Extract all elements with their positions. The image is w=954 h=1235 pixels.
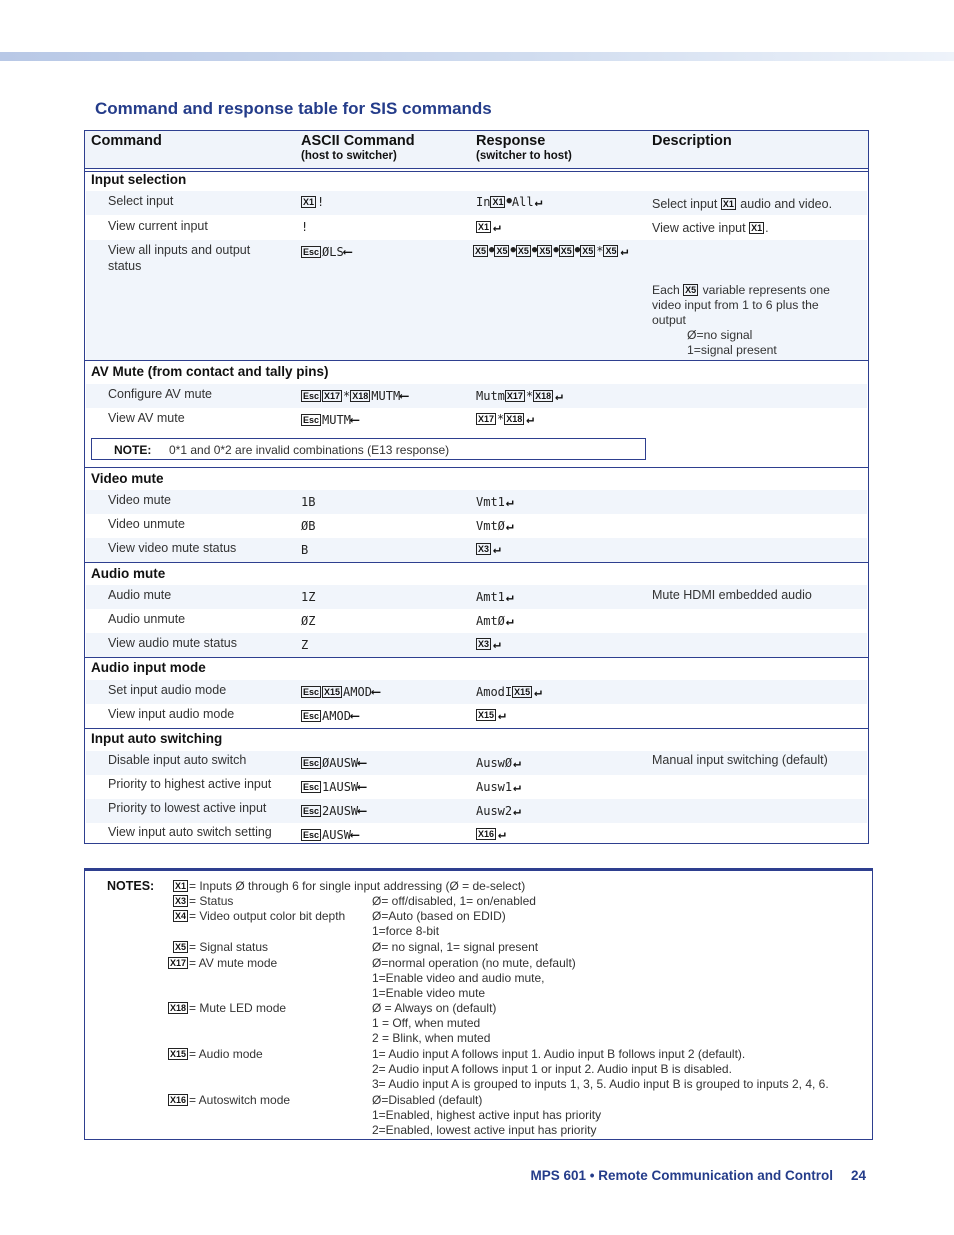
page-number: 24 [850,1168,866,1183]
row-select-input-description: Select input X1 audio and video. [652,197,833,211]
row-set-audio-mode-response: AmodI X15 ↵ [476,685,542,700]
return-icon: ↵ [505,519,514,534]
row-view-audio-mute-ascii: Z [301,638,309,652]
x3-tag: X3 [174,896,186,906]
return-icon: ↵ [513,756,521,771]
x17-tag: X17 [324,391,341,401]
x18-tag: X18 [506,414,523,424]
note-x15-value-0: 1= Audio input A follows input 1. Audio input B follows input 2 (default). [372,1047,746,1061]
row-select-input-ascii: X1 ! [303,195,325,209]
x18-tag: X18 [352,391,369,401]
header-ascii: ASCII Command [301,133,415,149]
space-dot: ● [510,245,516,255]
section-divider [85,562,868,563]
row-priority-lowest-ascii: Esc 2AUSW⟵ [303,804,366,819]
page-title: Command and response table for SIS commands [95,99,492,118]
row-view-all-inputs-description: Each X5 variable represents one video input from 1 to 6 plus the output Ø=no signal 1=signal present [652,283,830,357]
x18-tag: X18 [535,391,552,401]
x5-tag: X5 [174,942,186,952]
space-dot: ● [553,245,559,255]
row-view-audio-mode-response [476,708,506,723]
section-input-selection: Input selection [91,172,187,187]
return-icon: ↵ [534,195,543,210]
notes-title: NOTES: [107,879,155,893]
row-priority-lowest-command: Priority to lowest active input [108,801,267,815]
return-icon: ↵ [493,220,501,235]
row-video-unmute-response: VmtØ↵ [476,519,514,534]
note-x4-value-0: Ø=Auto (based on EDID) [372,909,506,923]
return-icon: ↵ [513,804,521,819]
row-configure-av-mute-ascii: Esc X17 * X18 MUTM⟵ [303,389,409,404]
left-arrow-icon: ⟵ [371,685,380,700]
x16-tag: X16 [478,829,495,839]
left-arrow-icon: ⟵ [350,828,359,843]
space-dot: ● [531,245,538,255]
note-x5-value: Ø= no signal, 1= signal present [372,940,539,954]
row-disable-auto-ascii: Esc ØAUSW⟵ [303,756,366,771]
note-x3: = Status [189,894,234,908]
note-x18-value-2: 2 = Blink, when muted [372,1031,491,1045]
x5-tag: X5 [496,246,508,256]
row-priority-lowest-response: Ausw2↵ [476,804,521,819]
row-video-unmute-command: Video unmute [108,517,185,531]
space-dot: ● [574,245,581,255]
x1-tag: X1 [751,223,763,233]
row-disable-auto-response: AuswØ↵ [476,756,521,771]
note-x15: = Audio mode [189,1047,263,1061]
note-x18-value-0: Ø = Always on (default) [372,1001,497,1015]
row-view-all-inputs-command: View all inputs and output status [108,243,251,273]
esc-key-tag: Esc [303,782,320,792]
note-x17-value-2: 1=Enable video mute [372,986,486,1000]
row-priority-highest-ascii: Esc 1AUSW⟵ [303,780,366,795]
row-view-av-mute-ascii: Esc MUTM⟵ [303,413,359,428]
x5-tag: X5 [475,246,487,256]
row-view-av-mute-command: View AV mute [108,411,185,425]
row-view-current-input-command: View current input [108,219,208,233]
x5-tag: X5 [517,246,529,256]
esc-key-tag: Esc [303,830,320,840]
x5-tag: X5 [539,246,551,256]
row-audio-mute-response: Amt1↵ [476,590,514,605]
x3-tag: X3 [478,544,490,554]
x15-tag: X15 [324,687,341,697]
row-view-auto-ascii: Esc AUSW⟵ [303,828,359,843]
note-x18-value-1: 1 = Off, when muted [372,1016,481,1030]
header-description: Description [652,133,732,149]
header-ascii-sub: (host to switcher) [301,150,397,162]
return-icon: ↵ [493,637,501,652]
row-audio-mute-ascii: 1Z [301,590,316,604]
note-x1: = Inputs Ø through 6 for single input addressing (Ø = de-select) [189,879,526,893]
x1-tag: X1 [174,881,186,891]
return-icon: ↵ [505,590,514,605]
return-icon: ↵ [620,244,629,259]
note-x15-value-2: 3= Audio input A is grouped to inputs 1, 3, 5. Audio input B is grouped to inputs 2, 4, 6. [372,1077,829,1091]
note-x16-value-2: 2=Enabled, lowest active input has priority [372,1123,597,1137]
note-x16-value-1: 1=Enabled, highest active input has priority [372,1108,602,1122]
left-arrow-icon: ⟵ [343,245,352,260]
esc-key-tag: Esc [303,247,320,257]
row-configure-av-mute-response: Mutm X17 * X18 ↵ [476,389,563,404]
section-av-mute: AV Mute (from contact and tally pins) [91,364,329,379]
x15-tag: X15 [169,1049,186,1059]
return-icon: ↵ [505,495,514,510]
note-x5: = Signal status [189,940,269,954]
section-input-auto-switching: Input auto switching [91,731,223,746]
row-view-auto-command: View input auto switch setting [108,825,272,839]
note-x4: = Video output color bit depth [189,909,346,923]
x5-tag: X5 [605,246,617,256]
row-audio-unmute-ascii: ØZ [301,614,316,628]
x15-tag: X15 [478,710,495,720]
note-x3-value: Ø= off/disabled, 1= on/enabled [372,894,536,908]
note-x17: = AV mute mode [189,956,278,970]
row-audio-mute-description: Mute HDMI embedded audio [652,588,812,602]
row-view-all-inputs-response: X5 ● X5 ● X5 ● X5 ● X5 ● X5 * X5 ↵ [475,244,629,259]
row-view-audio-mode-ascii: Esc AMOD⟵ [303,709,359,724]
space-dot: ● [489,245,495,255]
row-audio-unmute-response: AmtØ↵ [476,614,514,629]
x3-tag: X3 [478,639,490,649]
row-view-audio-mute-response [476,637,501,652]
page-footer [530,1168,866,1183]
left-arrow-icon: ⟵ [350,709,359,724]
row-select-input-command: Select input [108,194,174,208]
row-view-auto-response [476,827,506,842]
row-video-mute-ascii: 1B [301,495,316,509]
row-view-av-mute-response: X17 * X18 ↵ [478,412,535,427]
x16-tag: X16 [169,1095,186,1105]
note-x15-value-1: 2= Audio input A follows input 1 or input 2. Audio input B is disabled. [372,1062,732,1076]
row-audio-mute-command: Audio mute [108,588,172,602]
left-arrow-icon: ⟵ [350,413,359,428]
section-audio-input-mode: Audio input mode [91,660,206,675]
section-divider [85,171,868,172]
row-priority-highest-command: Priority to highest active input [108,777,272,791]
row-video-mute-response: Vmt1↵ [476,495,514,510]
row-disable-auto-command: Disable input auto switch [108,753,247,767]
section-video-mute: Video mute [91,471,164,486]
x17-tag: X17 [478,414,495,424]
sis-command-table [84,130,869,844]
x17-tag: X17 [506,391,523,401]
left-arrow-icon: ⟵ [358,756,366,771]
note-x17-value-1: 1=Enable video and audio mute, [372,971,545,985]
esc-key-tag: Esc [303,758,320,768]
note-x18: = Mute LED mode [189,1001,287,1015]
note-x4-value-1: 1=force 8-bit [372,924,440,938]
row-select-input-response: In X1 ●All↵ [476,195,543,210]
x5-tag: X5 [582,246,594,256]
row-view-audio-mode-command: View input audio mode [108,707,235,721]
row-view-video-mute-ascii: B [301,543,309,557]
row-view-video-mute-response [476,542,501,557]
x4-tag: X4 [174,911,186,921]
row-video-mute-command: Video mute [108,493,172,507]
x5-tag: X5 [685,285,697,295]
row-configure-av-mute-command: Configure AV mute [108,387,212,401]
esc-key-tag: Esc [303,687,320,697]
row-view-audio-mute-command: View audio mute status [108,636,238,650]
row-set-audio-mode-ascii: Esc X15 AMOD⟵ [303,685,380,700]
table-header [85,131,868,169]
section-audio-mute: Audio mute [91,566,166,581]
x1-tag: X1 [722,199,734,209]
section-divider [85,360,868,361]
esc-key-tag: Esc [303,415,320,425]
row-audio-unmute-command: Audio unmute [108,612,186,626]
section-divider [85,467,868,468]
left-arrow-icon: ⟵ [400,389,409,404]
return-icon: ↵ [498,708,506,723]
footer-doc-title: MPS 601 • Remote Communication and Control [530,1168,833,1183]
return-icon: ↵ [505,614,514,629]
note-x16: = Autoswitch mode [189,1093,291,1107]
x18-tag: X18 [169,1003,186,1013]
header-gradient-bar [0,52,954,61]
header-response: Response [476,133,546,149]
row-priority-highest-response: Ausw1↵ [476,780,521,795]
space-dot: ● [506,196,512,206]
return-icon: ↵ [534,685,542,700]
x17-tag: X17 [169,958,186,968]
variable-notes-box [84,868,873,1140]
x1-tag: X1 [303,197,315,207]
esc-key-tag: Esc [303,806,320,816]
header-response-sub: (switcher to host) [476,150,572,162]
left-arrow-icon: ⟵ [358,804,366,819]
row-view-all-inputs-ascii: Esc ØLS⟵ [303,245,352,260]
x5-tag: X5 [560,246,572,256]
return-icon: ↵ [526,412,535,427]
return-icon: ↵ [498,827,506,842]
return-icon: ↵ [493,542,501,557]
esc-key-tag: Esc [303,391,320,401]
row-view-video-mute-command: View video mute status [108,541,237,555]
note-x17-value-0: Ø=normal operation (no mute, default) [372,956,576,970]
section-divider [85,728,868,729]
row-view-current-input-ascii: ! [301,220,309,234]
return-icon: ↵ [555,389,563,404]
header-command: Command [91,133,162,149]
row-video-unmute-ascii: ØB [301,519,316,533]
row-disable-auto-description: Manual input switching (default) [652,753,828,767]
x15-tag: X15 [514,687,531,697]
section-divider [85,657,868,658]
x1-tag: X1 [492,197,504,207]
note-x16-value-0: Ø=Disabled (default) [372,1093,483,1107]
av-mute-note: NOTE: 0*1 and 0*2 are invalid combinations (E13 response) [91,438,646,460]
row-view-current-input-response [476,220,501,235]
return-icon: ↵ [513,780,521,795]
esc-key-tag: Esc [303,711,320,721]
row-view-current-input-description: View active input X1 . [652,221,769,235]
x1-tag: X1 [478,222,490,232]
left-arrow-icon: ⟵ [358,780,366,795]
row-set-audio-mode-command: Set input audio mode [108,683,227,697]
